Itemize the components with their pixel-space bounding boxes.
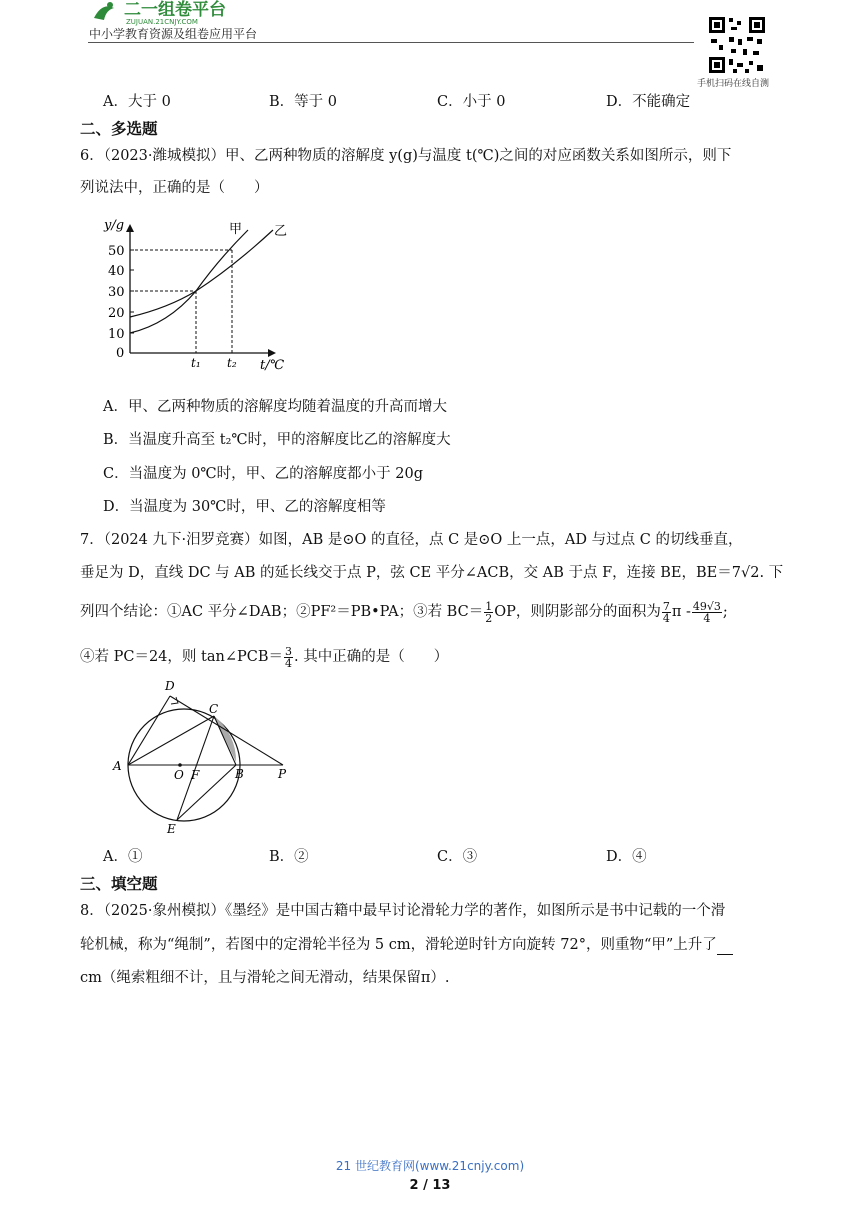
q8-stem-line1: 8．（2025·象州模拟）《墨经》是中国古籍中最早讨论滑轮力学的著作，如图所示是书中记载的一个滑 [80,903,726,919]
q6-stem-line1: 6．（2023·潍城模拟）甲、乙两种物质的溶解度 y(g)与温度 t(℃)之间的对应函数关系如图所示，则下 [80,148,732,164]
label-f: F [191,768,200,782]
section-title-multiple-choice: 二、多选题 [80,120,158,138]
q7-option-c[interactable]: C．③ [437,849,478,865]
qr-caption: 手机扫码在线自测 [697,79,770,89]
x-axis-label: t/℃ [260,358,285,373]
q7-option-d[interactable]: D．④ [606,849,647,865]
label-p: P [278,767,287,781]
q7-option-a[interactable]: A．① [103,849,143,865]
q6-option-b[interactable]: B．当温度升高至 t₂℃时，甲的溶解度比乙的溶解度大 [103,432,451,448]
q7-circle-figure [105,676,300,841]
q7-line3-part4: ; [722,604,728,620]
q6-solubility-graph [98,212,298,377]
fraction-49root3-over-4: $\frac{49√3}{4}$ [692,599,721,625]
y-tick-0: 0 [116,346,125,361]
label-b: B [235,767,244,781]
site-logo [88,0,278,26]
q6-option-c[interactable]: C．当温度为 0℃时，甲、乙的溶解度都小于 20g [103,466,423,482]
y-tick-20: 20 [108,306,125,321]
curve-label-jia: 甲 [229,222,243,237]
q7-line3-part1: 列四个结论：①AC 平分∠DAB；②PF²＝PB•PA；③若 BC＝ [80,604,484,620]
curve-jia [130,230,248,333]
page-number: 2 / 13 [409,1178,451,1193]
q7-stem-line3 [80,598,728,626]
q7-line3-part2: OP，则阴影部分的面积为 [494,604,661,620]
q7-line4-part2: . 其中正确的是（ ） [294,649,449,665]
header-subtitle: 中小学教育资源及组卷应用平台 [89,27,258,41]
q8-line2-text: 轮机械，称为“绳制”，若图中的定滑轮半径为 5 cm，滑轮逆时针方向旋转 72°，则重物“甲”上升了 [80,937,717,953]
y-tick-50: 50 [108,244,125,259]
q6-option-a[interactable]: A．甲、乙两种物质的溶解度均随着温度的升高而增大 [103,399,447,415]
fraction-three-quarters: $\frac{3}{4}$ [285,644,292,670]
label-c: C [209,702,219,716]
q5-option-b[interactable]: B．等于 0 [269,94,337,110]
curve-label-yi: 乙 [274,224,288,239]
qr-code-icon[interactable] [707,15,767,75]
label-a: A [113,759,122,773]
header-divider [88,42,694,43]
q7-stem-line1: 7．（2024 九下·汨罗竞赛）如图，AB 是⊙O 的直径，点 C 是⊙O 上一点，AD 与过点 C 的切线垂直， [80,532,743,548]
q8-stem-line2 [80,935,733,955]
fraction-one-half: $\frac{1}{2}$ [485,599,493,625]
curve-yi [130,230,273,317]
q7-option-b[interactable]: B．② [269,849,309,865]
label-e: E [167,822,176,836]
q5-option-d[interactable]: D．不能确定 [606,94,691,110]
x-tick-t1: t₁ [191,356,201,370]
logo-text: 二一组卷平台 [124,0,226,20]
x-tick-t2: t₂ [227,356,237,370]
q7-line4-part1: ④若 PC＝24，则 tan∠PCB＝ [80,649,283,665]
q8-answer-blank[interactable] [717,940,733,955]
logo-url: ZUJUAN.21CNJY.COM [126,18,198,26]
q8-stem-line3: cm（绳索粗细不计，且与滑轮之间无滑动，结果保留π）. [80,970,450,986]
q5-option-c[interactable]: C．小于 0 [437,94,506,110]
q6-stem-line2: 列说法中，正确的是（ ） [80,180,269,196]
fraction-seven-quarters: $\frac{7}{4}$ [662,599,670,625]
q5-option-a[interactable]: A．大于 0 [103,94,171,110]
q6-option-d[interactable]: D．当温度为 30℃时，甲、乙的溶解度相等 [103,499,386,515]
y-tick-40: 40 [108,264,125,279]
label-o: O [174,768,184,782]
section-title-fill-in: 三、填空题 [80,875,158,893]
q7-line3-part3: π - [671,604,691,620]
label-d: D [165,679,175,693]
y-tick-30: 30 [108,285,125,300]
y-tick-10: 10 [108,327,125,342]
y-axis-label: y/g [104,218,125,233]
q7-stem-line4 [80,643,448,671]
footer-site-link[interactable]: 21 世纪教育网(www.21cnjy.com) [335,1159,525,1173]
q7-stem-line2: 垂足为 D，直线 DC 与 AB 的延长线交于点 P，弦 CE 平分∠ACB，交 AB 于点 F，连接 BE，BE＝7√2. 下 [80,565,784,581]
